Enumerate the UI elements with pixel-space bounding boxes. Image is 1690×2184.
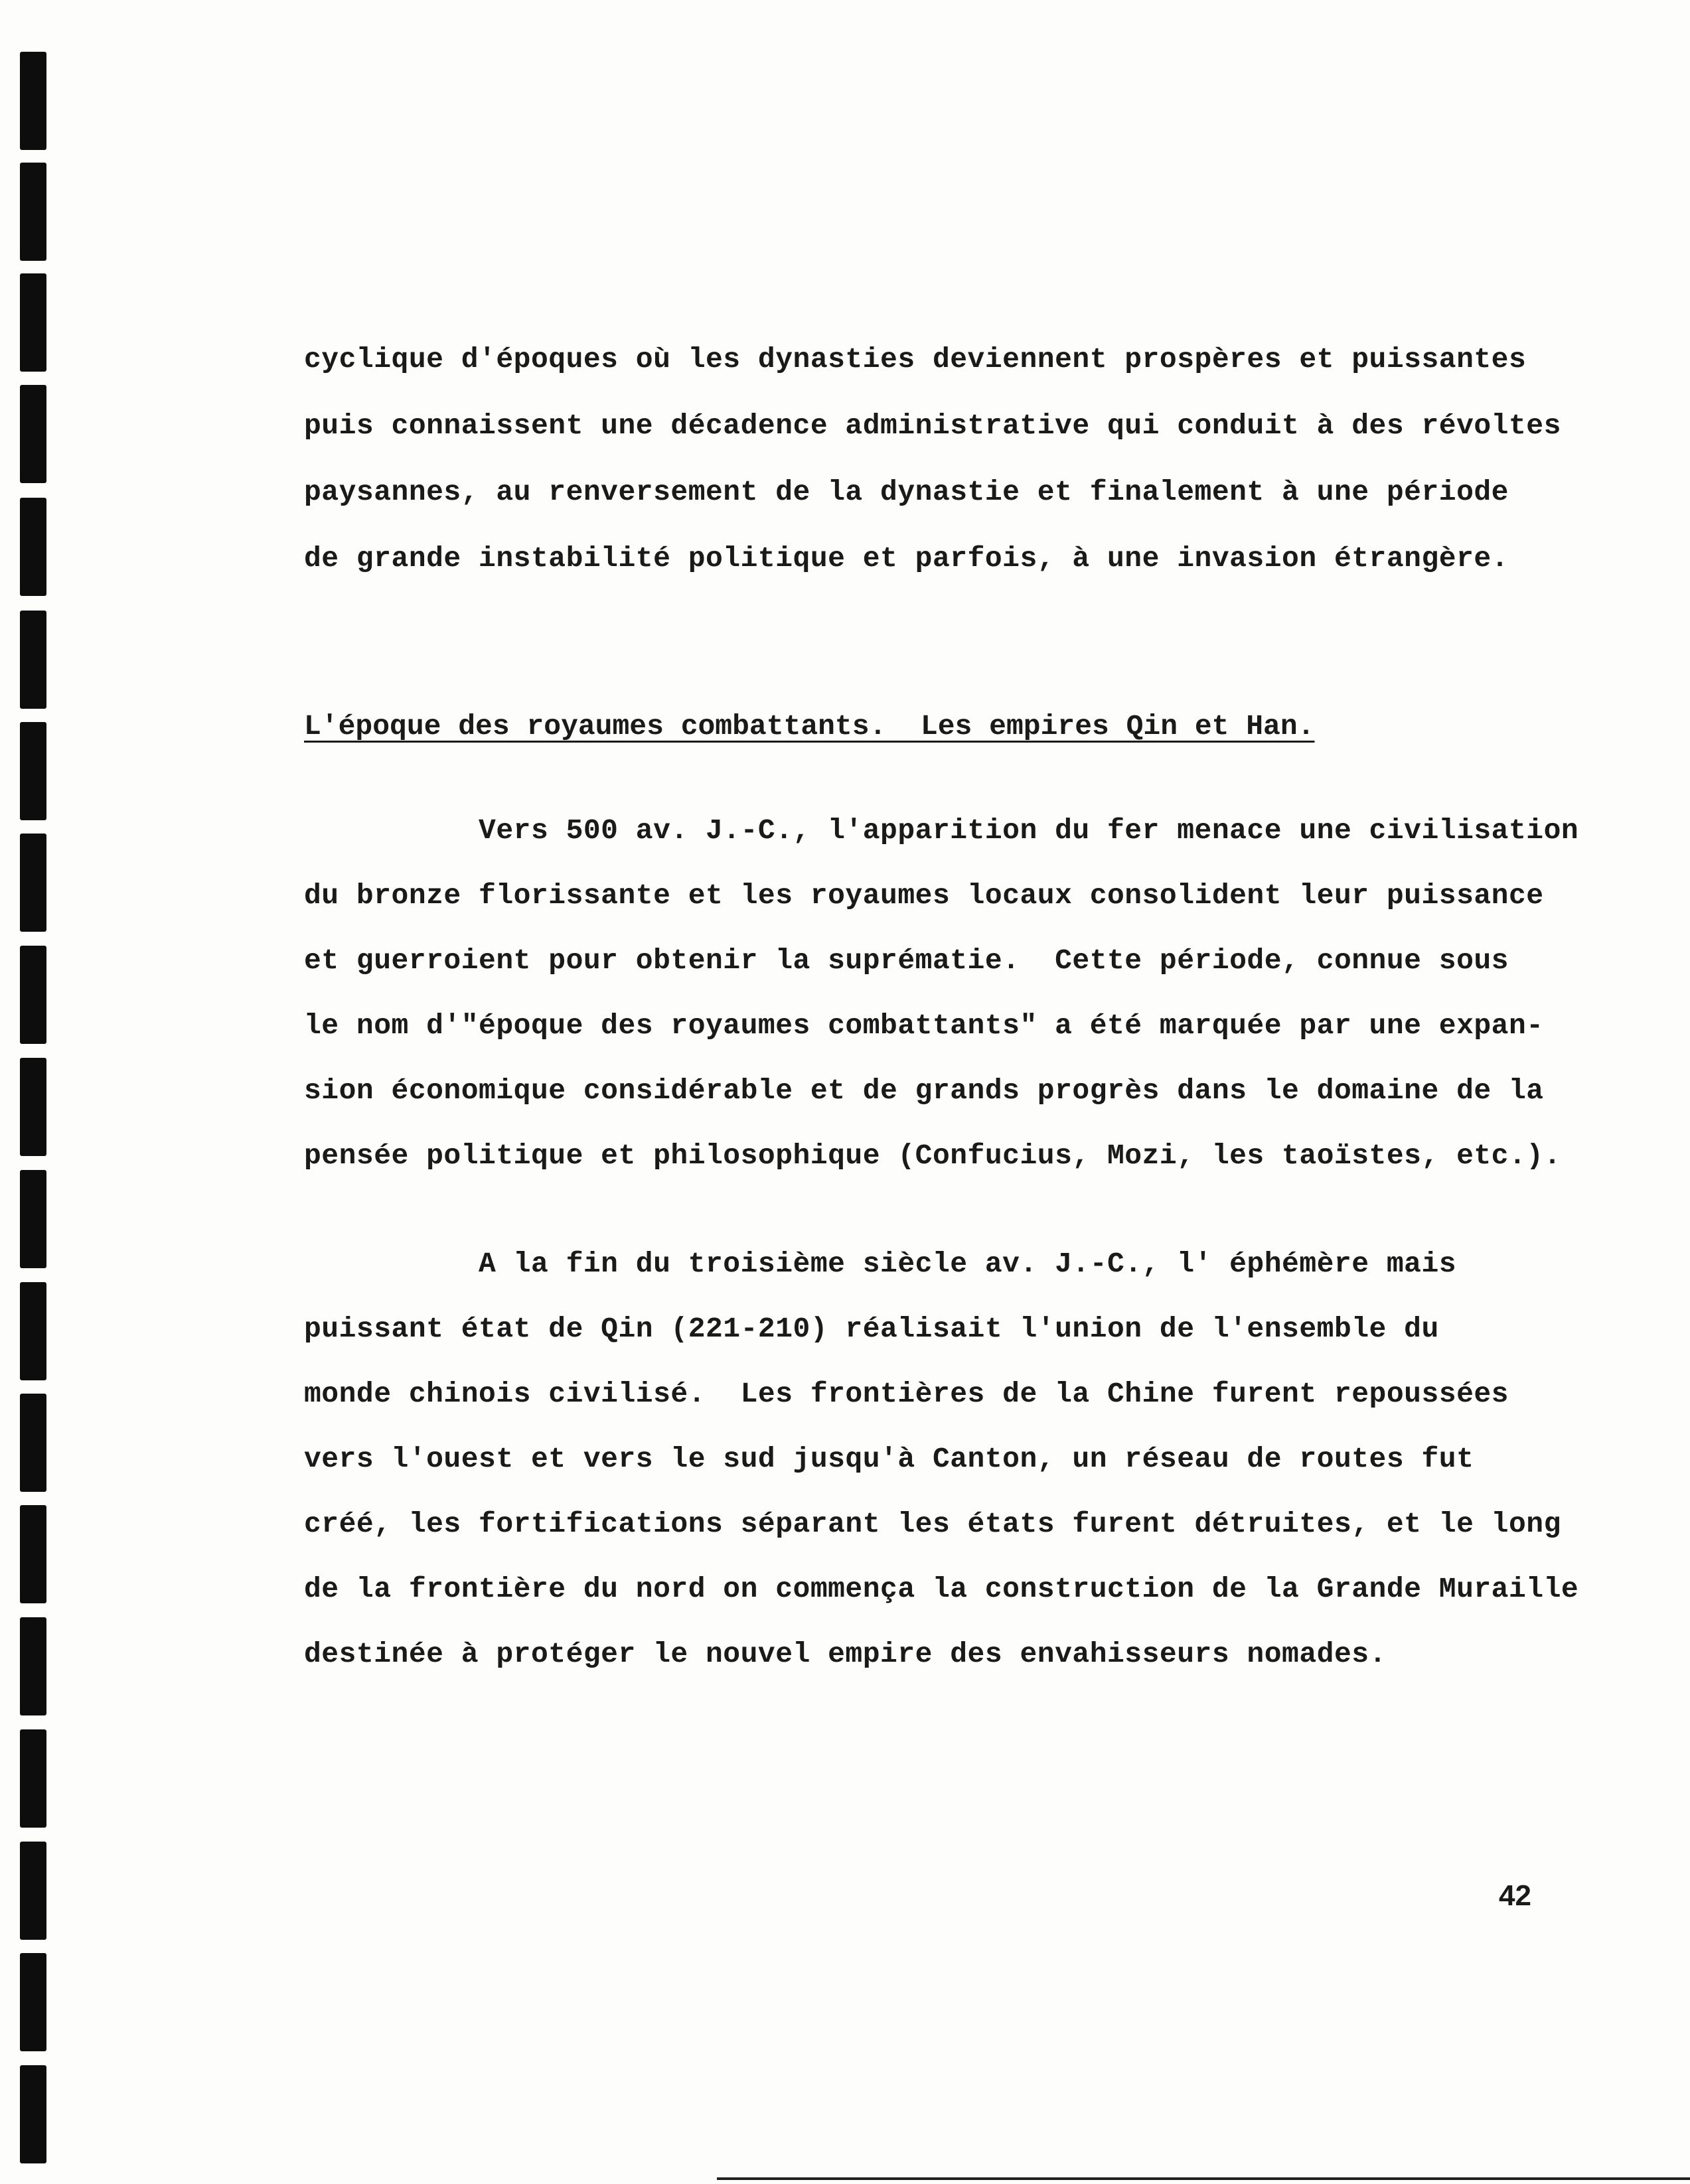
text-line: sion économique considérable et de grands progrès dans le domaine de la [304, 1074, 1544, 1107]
binding-mark [20, 946, 46, 1044]
text-line: puis connaissent une décadence administrative qui conduit à des révoltes [304, 409, 1561, 442]
text-line: cyclique d'époques où les dynasties deviennent prospères et puissantes [304, 343, 1527, 376]
text-line: pensée politique et philosophique (Confucius, Mozi, les taoïstes, etc.). [304, 1139, 1561, 1172]
binding-mark [20, 834, 46, 932]
binding-mark [20, 273, 46, 372]
text-line: puissant état de Qin (221-210) réalisait l'union de l'ensemble du [304, 1313, 1439, 1345]
binding-mark [20, 1394, 46, 1492]
binding-mark [20, 611, 46, 709]
text-line: paysannes, au renversement de la dynastie et finalement à une période [304, 476, 1509, 508]
binding-mark [20, 1729, 46, 1828]
page-number: 42 [1499, 1879, 1531, 1912]
binding-mark [20, 52, 46, 150]
section-heading: L'époque des royaumes combattants. Les empires Qin et Han. [304, 710, 1315, 743]
binding-mark [20, 1282, 46, 1380]
binding-mark [20, 1170, 46, 1268]
text-line: de grande instabilité politique et parfois, à une invasion étrangère. [304, 542, 1509, 575]
binding-mark [20, 1058, 46, 1156]
text-line: du bronze florissante et les royaumes locaux consolident leur puissance [304, 879, 1544, 912]
binding-mark [20, 1953, 46, 2051]
bottom-rule [717, 2177, 1690, 2180]
binding-mark [20, 1617, 46, 1715]
text-line: monde chinois civilisé. Les frontières de la Chine furent repoussées [304, 1378, 1509, 1410]
paragraph-3 [304, 1248, 1579, 1670]
binding-mark [20, 1842, 46, 1940]
text-line: le nom d'"époque des royaumes combattants" a été marquée par une expan- [304, 1009, 1544, 1042]
text-line: Vers 500 av. J.-C., l'apparition du fer menace une civilisation [304, 814, 1579, 847]
text-line: vers l'ouest et vers le sud jusqu'à Canton, un réseau de routes fut [304, 1443, 1474, 1475]
text-line: destinée à protéger le nouvel empire des envahisseurs nomades. [304, 1638, 1387, 1670]
binding-mark [20, 722, 46, 820]
binding-mark [20, 498, 46, 596]
paragraph-2 [304, 814, 1579, 1172]
binding-mark [20, 163, 46, 261]
text-line: et guerroient pour obtenir la suprématie. Cette période, connue sous [304, 944, 1509, 977]
binding-mark [20, 2065, 46, 2163]
paragraph-1 [304, 343, 1561, 575]
binding-mark [20, 385, 46, 483]
text-line: A la fin du troisième siècle av. J.-C., l' éphémère mais [304, 1248, 1457, 1280]
text-line: créé, les fortifications séparant les états furent détruites, et le long [304, 1508, 1561, 1540]
binding-marks [20, 0, 48, 2184]
text-line: de la frontière du nord on commença la construction de la Grande Muraille [304, 1573, 1579, 1605]
binding-mark [20, 1505, 46, 1603]
